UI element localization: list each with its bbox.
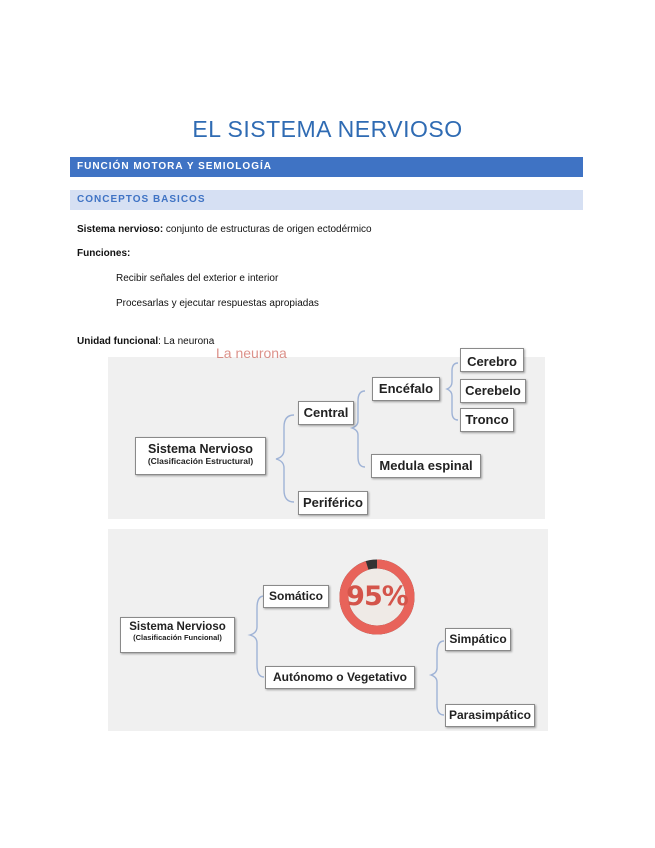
- periferico-box: Periférico: [298, 491, 368, 515]
- function-item-1: Recibir señales del exterior e interior: [116, 273, 279, 284]
- subsection-heading: CONCEPTOS BASICOS: [70, 190, 583, 210]
- tronco-box: Tronco: [460, 408, 514, 432]
- functions-label: Funciones:: [77, 248, 131, 259]
- bracket-root: [276, 415, 294, 502]
- function-item-2: Procesarlas y ejecutar respuestas apropiadas: [116, 298, 319, 309]
- section-heading: FUNCIÓN MOTORA Y SEMIOLOGÍA: [70, 157, 583, 177]
- parasimpatico-box: Parasimpático: [445, 704, 535, 727]
- root-box-functional: Sistema Nervioso (Clasificación Funcional): [120, 617, 235, 653]
- page-title: EL SISTEMA NERVIOSO: [192, 116, 463, 142]
- cerebro-box: Cerebro: [460, 348, 524, 372]
- autonomo-box: Autónomo o Vegetativo: [265, 666, 415, 689]
- unit-line: [77, 336, 214, 347]
- definition-line: [77, 224, 372, 235]
- simpatico-box: Simpático: [445, 628, 511, 651]
- bracket-root-functional: [250, 596, 264, 677]
- bracket-encefalo: [447, 363, 458, 420]
- encefalo-box: Encéfalo: [372, 377, 440, 401]
- root-box-structural: Sistema Nervioso (Clasificación Estructural): [135, 437, 266, 475]
- cerebelo-box: Cerebelo: [460, 379, 526, 403]
- medula-box: Medula espinal: [371, 454, 481, 478]
- definition-term: Sistema nervioso:: [77, 224, 164, 235]
- cropped-caption: La neurona: [216, 345, 287, 361]
- definition-text: conjunto de estructuras de origen ectodérmico: [163, 224, 372, 235]
- progress-label: 95%: [346, 581, 408, 612]
- central-box: Central: [298, 401, 354, 425]
- structural-diagram: [108, 345, 545, 519]
- functional-diagram: [108, 529, 548, 731]
- bracket-autonomo: [431, 641, 444, 715]
- unit-term: Unidad funcional: [77, 336, 159, 347]
- unit-text: : La neurona: [158, 336, 215, 347]
- somatico-box: Somático: [263, 585, 329, 608]
